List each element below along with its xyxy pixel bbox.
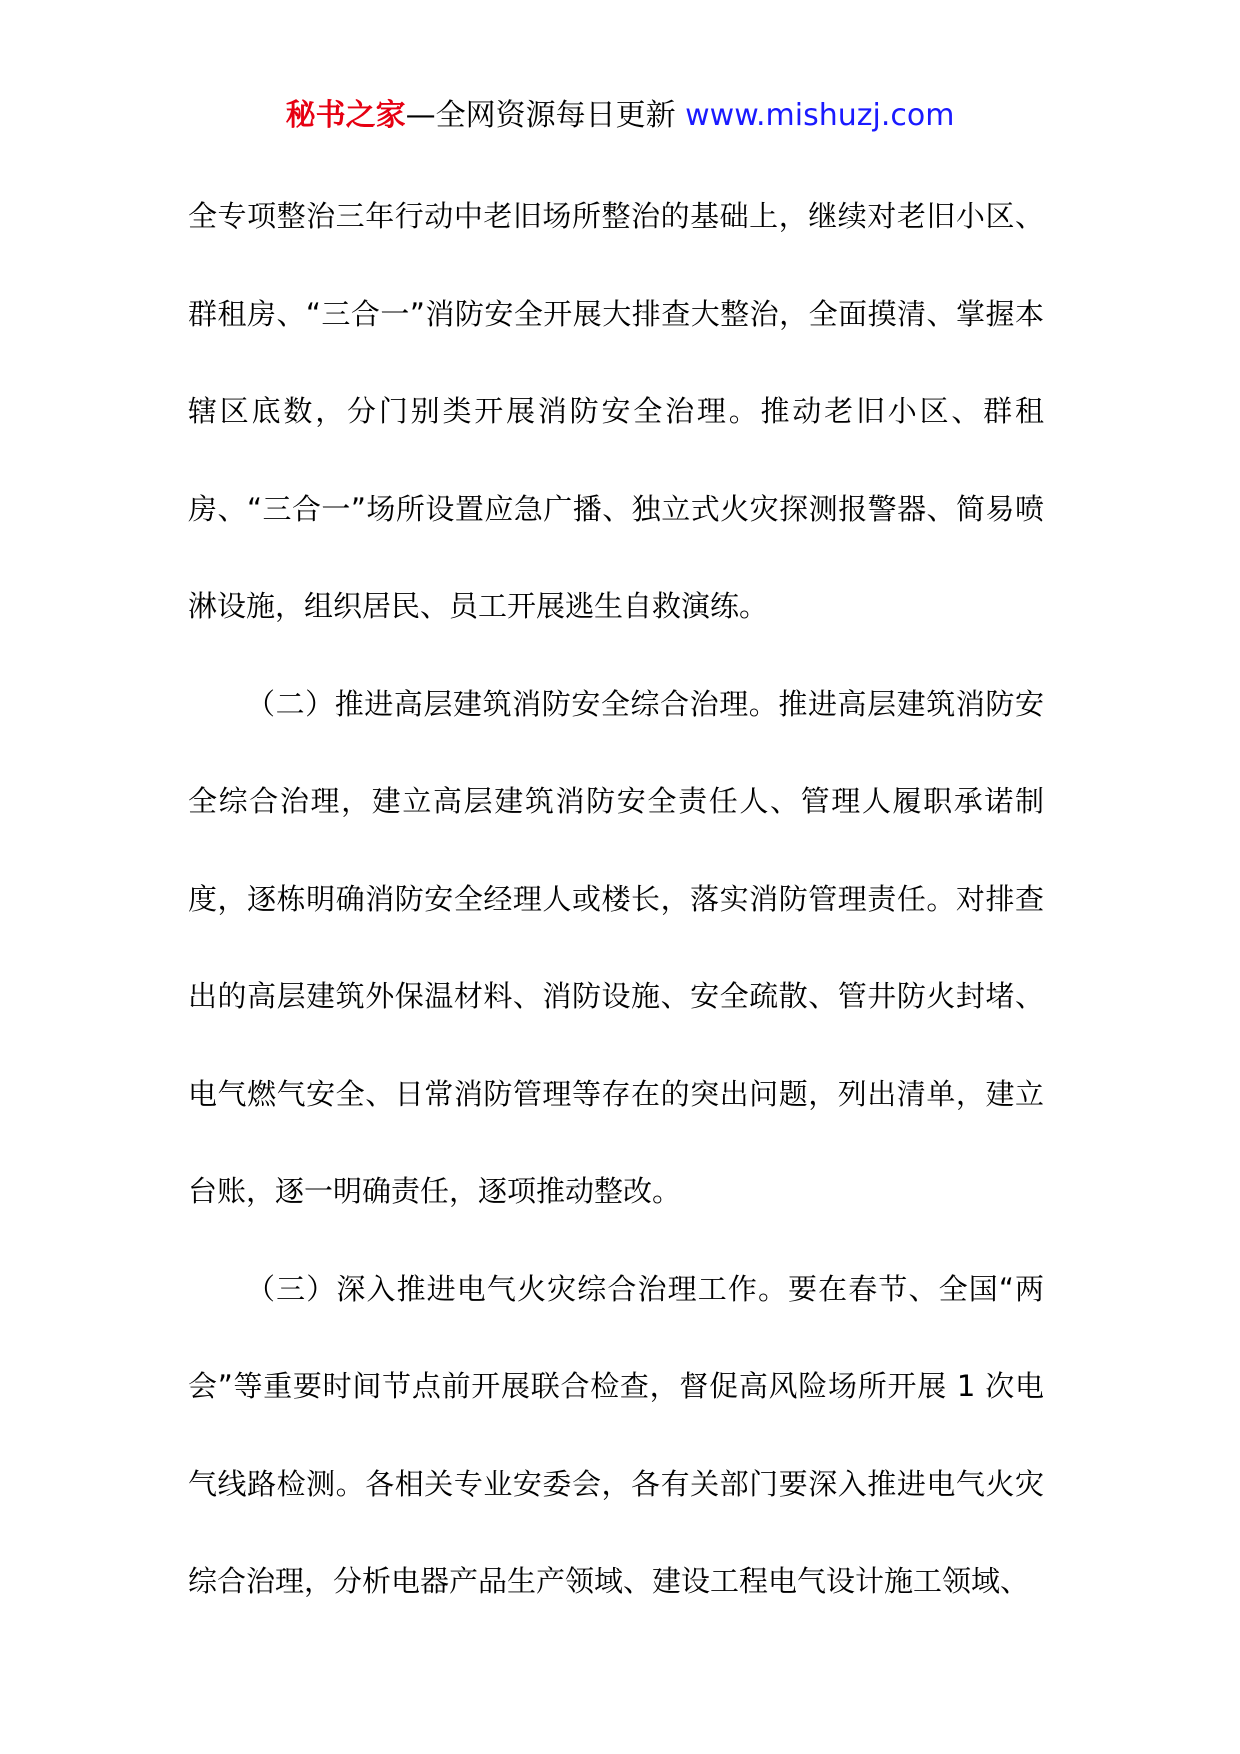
website-url[interactable]: www.mishuzj.com xyxy=(685,98,955,133)
paragraph-section-3: （三）深入推进电气火灾综合治理工作。要在春节、全国“两会”等重要时间节点前开展联合检查，督促高风险场所开展 1 次电气线路检测。各相关专业安委会，各有关部门要深入推进电气火灾综合治理，分析电器产品生产领域、建设工程电气设计施工领域、 xyxy=(188,1271,1044,1598)
paragraph-section-2: （二）推进高层建筑消防安全综合治理。推进高层建筑消防安全综合治理，建立高层建筑消防安全责任人、管理人履职承诺制度，逐栋明确消防安全经理人或楼长，落实消防管理责任。对排查出的高层建筑外保温材料、消防设施、安全疏散、管井防火封堵、电气燃气安全、日常消防管理等存在的突出问题，列出清单，建立台账，逐一明确责任，逐项推动整改。 xyxy=(188,686,1044,1208)
page-header xyxy=(0,96,1240,136)
brand-name: 秘书之家 xyxy=(285,98,406,133)
document-body xyxy=(188,168,1044,1631)
header-tagline: —全网资源每日更新 xyxy=(405,98,686,133)
paragraph-continuation: 全专项整治三年行动中老旧场所整治的基础上，继续对老旧小区、群租房、“三合一”消防安全开展大排查大整治，全面摸清、掌握本辖区底数，分门别类开展消防安全治理。推动老旧小区、群租房、“三合一”场所设置应急广播、独立式火灾探测报警器、简易喷淋设施，组织居民、员工开展逃生自救演练。 xyxy=(188,199,1044,623)
